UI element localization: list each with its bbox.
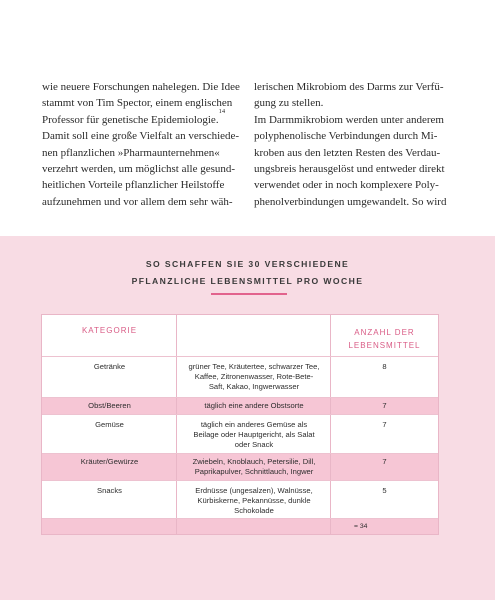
page-body <box>0 0 495 236</box>
total-cell: = 34 <box>354 523 368 530</box>
text-line: verwendet oder in noch komplexere Poly- <box>254 179 439 192</box>
text-line: heitlichen Vorteile pflanzlicher Heilstoffe <box>42 179 225 192</box>
items-line: Kürbiskerne, Pekannüsse, dunkle <box>197 496 311 505</box>
text-column-left <box>42 79 255 210</box>
row-divider <box>42 356 438 357</box>
items-cell <box>177 420 331 450</box>
text-line: Damit soll eine große Vielfalt an verschiede- <box>42 130 240 143</box>
count-cell: 7 <box>382 401 387 410</box>
header-category: KATEGORIE <box>81 326 138 335</box>
column-divider <box>176 315 177 534</box>
items-line: Kaffee, Zitronenwasser, Rote-Bete- <box>194 372 314 381</box>
header-count <box>331 326 438 352</box>
items-line: täglich eine andere Obstsorte <box>204 401 304 410</box>
row-divider <box>42 453 438 454</box>
row-divider <box>42 518 438 519</box>
table-row <box>42 414 438 453</box>
text-line: wie neuere Forschungen nahelegen. Die Idee <box>42 81 240 93</box>
text-line: aufzunehmen und vor allem dem sehr wäh- <box>42 195 233 208</box>
category-cell: Obst/Beeren <box>88 401 131 410</box>
table-row <box>42 480 438 518</box>
text-line: verzehrt werden, um möglichst alle gesund- <box>42 163 236 176</box>
items-line: täglich ein anderes Gemüse als <box>200 420 308 429</box>
text-line: gung zu stellen. <box>254 97 324 110</box>
table-row <box>42 356 438 397</box>
items-cell <box>177 401 331 411</box>
title-underline <box>211 293 287 295</box>
items-line: grüner Tee, Kräutertee, schwarzer Tee, <box>188 362 320 371</box>
count-cell: 7 <box>382 457 387 466</box>
column-divider <box>330 315 331 534</box>
category-cell: Kräuter/Gewürze <box>80 457 139 466</box>
food-table <box>41 314 439 535</box>
items-line: Erdnüsse (ungesalzen), Walnüsse, <box>195 486 313 495</box>
footnote-ref: 14 <box>218 107 226 115</box>
items-cell <box>177 486 331 516</box>
table-row <box>42 518 438 534</box>
count-cell: 8 <box>382 362 387 371</box>
info-box-title-line2: PFLANZLICHE LEBENSMITTEL PRO WOCHE <box>131 276 364 286</box>
table-row <box>42 397 438 414</box>
category-cell: Snacks <box>97 486 122 495</box>
text-line: kroben aus den letzten Resten des Verdau- <box>254 146 441 159</box>
row-divider <box>42 414 438 415</box>
items-cell <box>177 457 331 477</box>
text-line: stammt von Tim Spector, einem englischen <box>42 97 233 110</box>
text-column-right <box>254 79 459 210</box>
items-line: oder Snack <box>234 440 274 449</box>
row-divider <box>42 397 438 398</box>
text-line: lerischen Mikrobiom des Darms zur Verfü- <box>254 81 444 93</box>
items-line: Saft, Kakao, Ingwerwasser <box>208 382 300 391</box>
items-line: Beilage oder Hauptgericht, als Salat <box>193 430 315 439</box>
header-count-line1: ANZAHL DER <box>354 328 415 337</box>
text-line: ungsbreis herausgelöst und entweder direkt <box>254 163 445 176</box>
text-line-with-footnote <box>42 107 255 128</box>
table-row <box>42 453 438 480</box>
row-divider <box>42 480 438 481</box>
header-count-line2: LEBENSMITTEL <box>348 341 421 350</box>
text-line: Professor für genetische Epidemiologie. <box>42 113 219 126</box>
text-line: Im Darmmikrobiom werden unter anderem <box>254 113 444 126</box>
text-line: phenolverbindungen umgewandelt. So wird <box>254 195 447 208</box>
items-line: Zwiebeln, Knoblauch, Petersilie, Dill, <box>192 457 316 466</box>
text-line: polyphenolische Verbindungen durch Mi- <box>254 130 438 143</box>
category-cell: Getränke <box>93 362 126 371</box>
count-cell: 5 <box>382 486 387 495</box>
info-box-title-line1: SO SCHAFFEN SIE 30 VERSCHIEDENE <box>145 259 350 269</box>
items-cell <box>177 362 331 392</box>
items-line: Schokolade <box>234 506 274 515</box>
count-cell: 7 <box>382 420 387 429</box>
category-cell: Gemüse <box>95 420 124 429</box>
items-line: Paprikapulver, Schnittlauch, Ingwer <box>194 467 314 476</box>
text-line: nen pflanzlichen »Pharmaunternehmen« <box>42 146 220 159</box>
